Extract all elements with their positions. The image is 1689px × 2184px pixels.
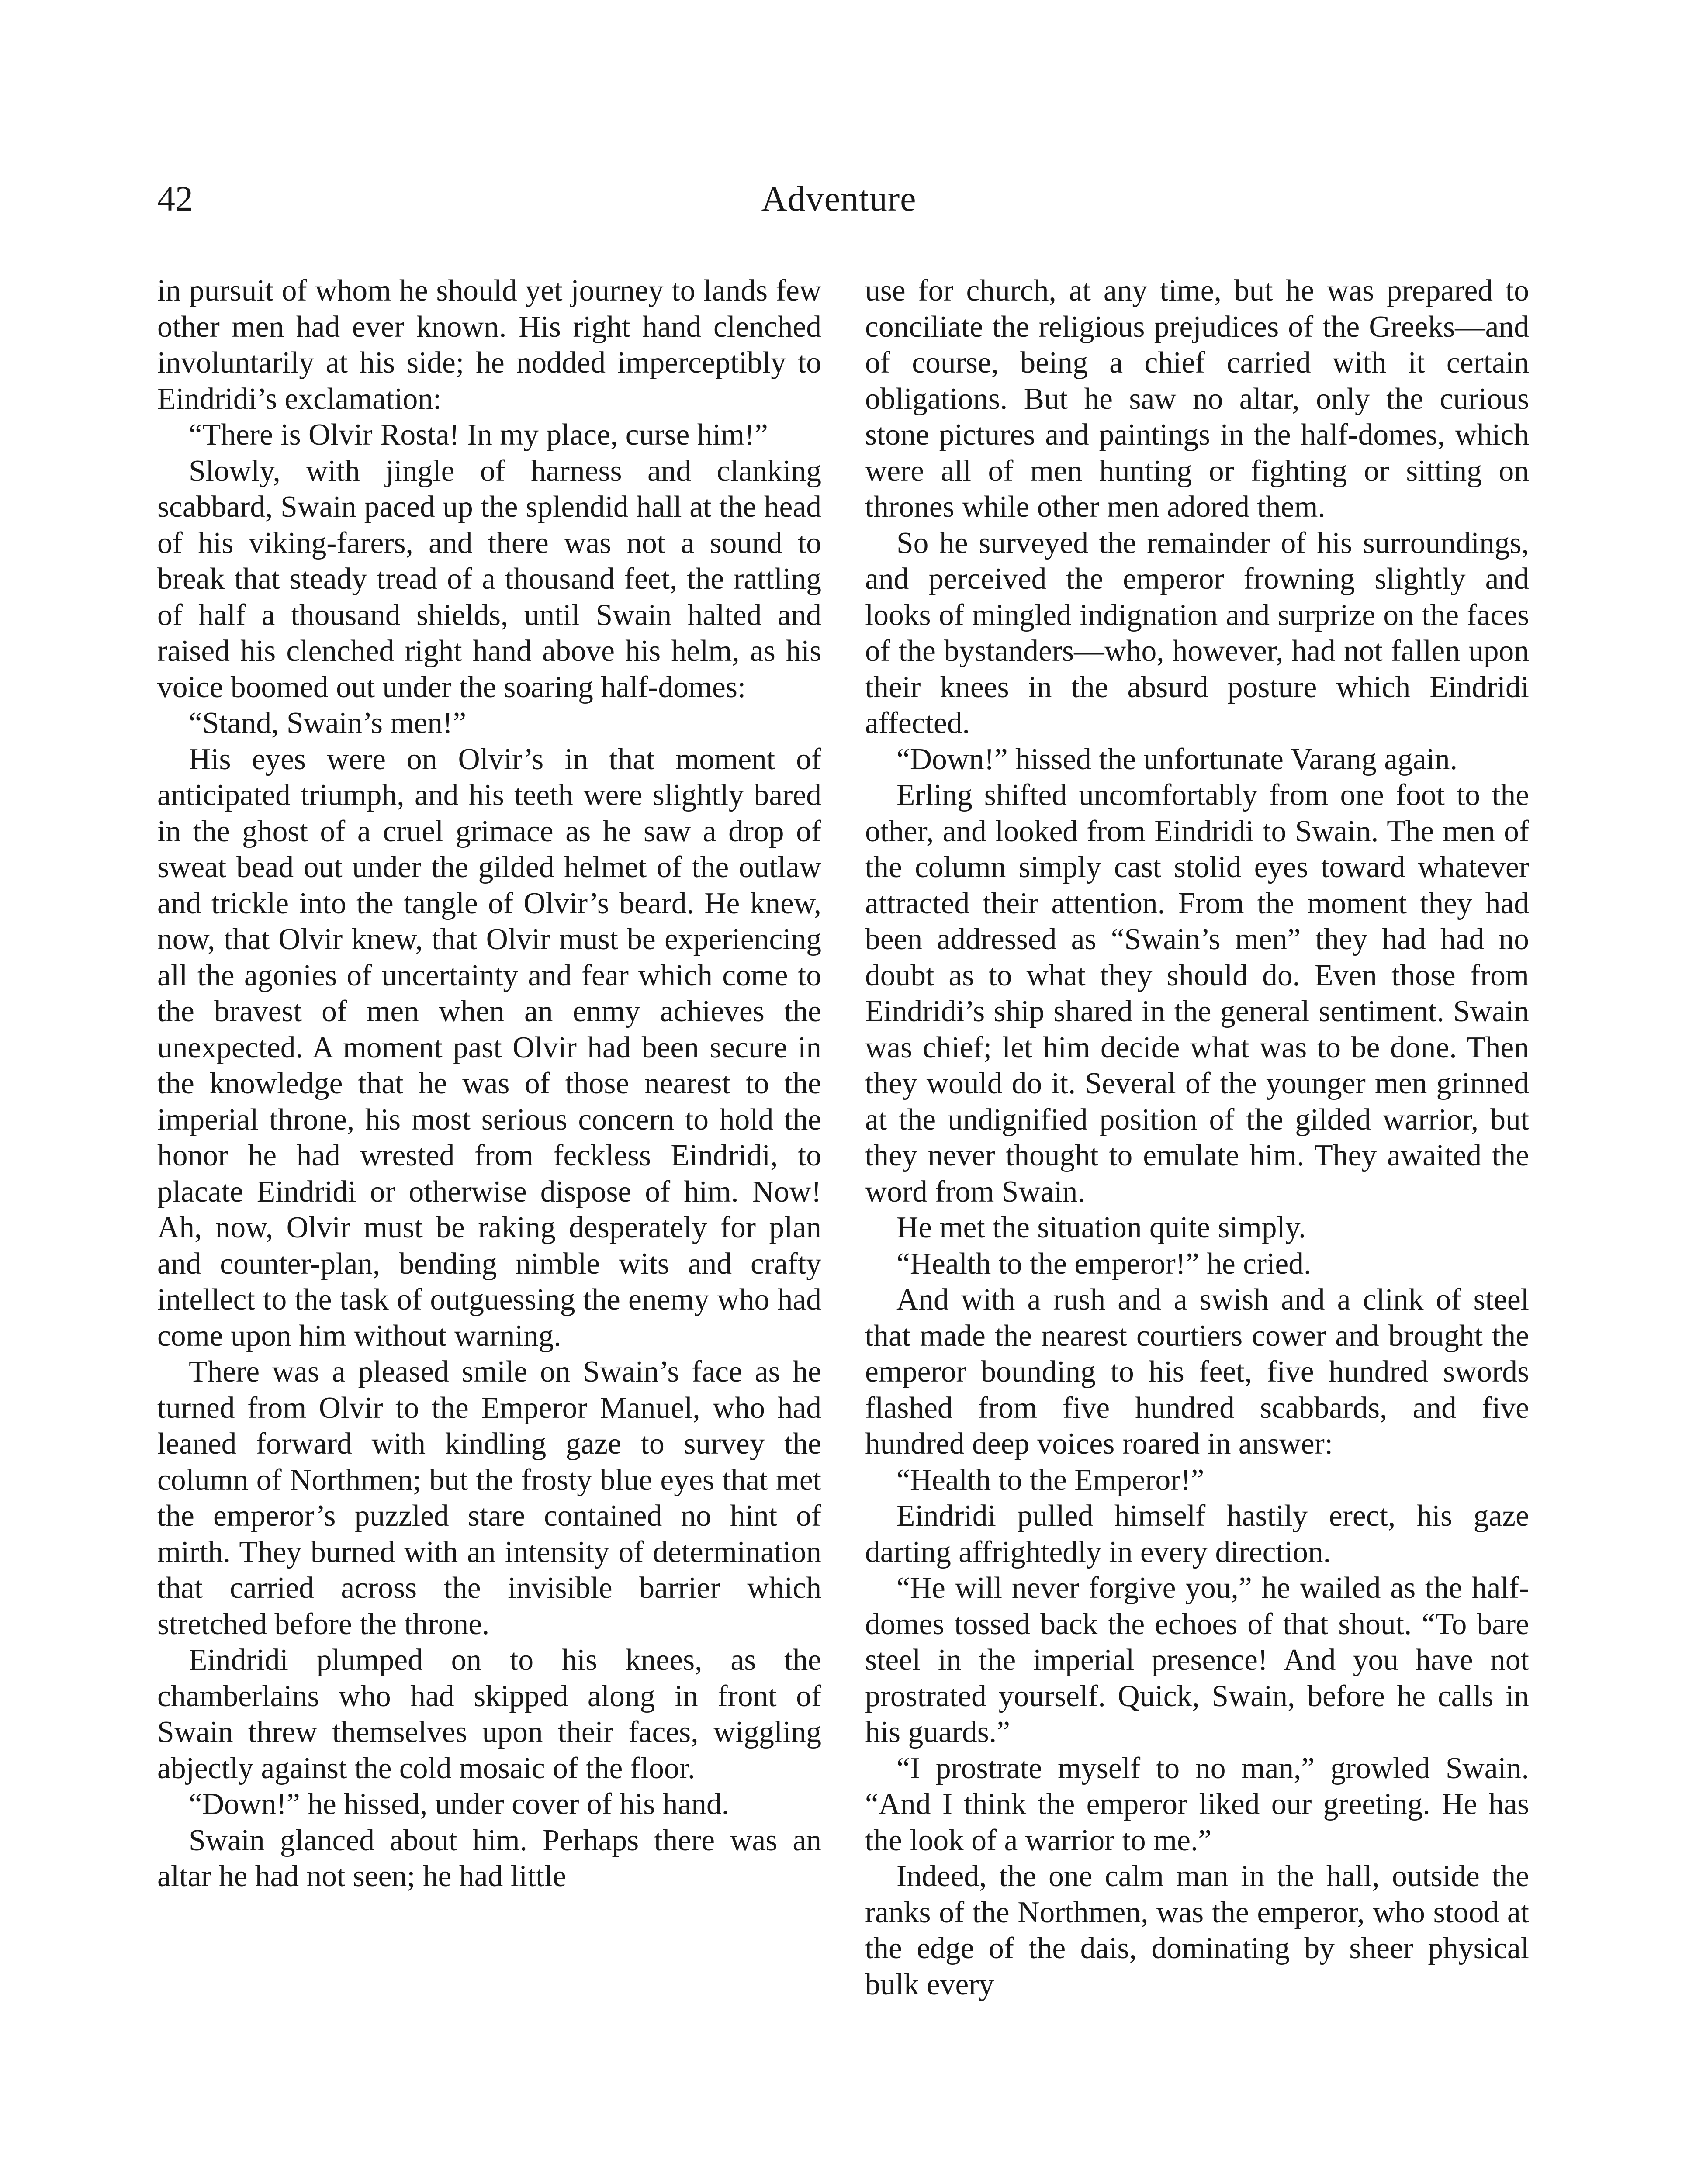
page-header bbox=[157, 177, 1520, 229]
paragraph: “Down!” hissed the unfortunate Varang again. bbox=[896, 742, 1458, 776]
right-text-column bbox=[865, 273, 1529, 2184]
paragraph: “Down!” he hissed, under cover of his hand. bbox=[189, 1787, 730, 1821]
paragraph: Eindridi plumped on to his knees, as the chamberlains who had skipped along in front of Swain threw themselves upon their faces, wiggling abjectly against the cold mosaic of the floor. bbox=[157, 1643, 821, 1785]
paragraph: “There is Olvir Rosta! In my place, curse him!” bbox=[189, 418, 768, 452]
paragraph: Swain glanced about him. Perhaps there was an altar he had not seen; he had little bbox=[157, 1823, 821, 1893]
paragraph: So he surveyed the remainder of his surroundings, and perceived the emperor frowning slightly and looks of mingled indignation and surprize on the faces of the bystanders—who, however, had not fallen upon their knees in the absurd posture which Eindridi affected. bbox=[865, 526, 1529, 740]
paragraph: Eindridi pulled himself hastily erect, his gaze darting affrightedly in every direction. bbox=[865, 1499, 1529, 1569]
paragraph: Erling shifted uncomfortably from one foot to the other, and looked from Eindridi to Swain. The men of the column simply cast stolid eyes toward whatever attracted their attention. From the moment they had been addressed as “Swain’s men” they had had no doubt as to what they should do. Even those from Eindridi’s ship shared in the general sentiment. Swain was chief; let him decide what was to be done. Then they would do it. Several of the younger men grinned at the undignified position of the gilded warrior, but they never thought to emulate him. They awaited the word from Swain. bbox=[865, 778, 1529, 1209]
paragraph: “Health to the emperor!” he cried. bbox=[896, 1247, 1312, 1281]
left-text-column bbox=[157, 273, 821, 2184]
paragraph: There was a pleased smile on Swain’s face as he turned from Olvir to the Emperor Manuel, who had leaned forward with kindling gaze to survey the column of Northmen; but the frosty blue eyes that met the emperor’s puzzled stare contained no hint of mirth. They burned with an intensity of determination that carried across the invisible barrier which stretched before the throne. bbox=[157, 1355, 821, 1641]
paragraph: He met the situation quite simply. bbox=[896, 1211, 1306, 1244]
paragraph: use for church, at any time, but he was prepared to conciliate the religious prejudices of the Greeks—and of course, being a chief carried with it certain obligations. But he saw no altar, only the curious stone pictures and paintings in the half-domes, which were all of men hunting or fighting or sitting on thrones while other men adored them. bbox=[865, 274, 1529, 524]
paragraph: Slowly, with jingle of harness and clanking scabbard, Swain paced up the splendid hall at the head of his viking-farers, and there was not a sound to break that steady tread of a thousand feet, the rattling of half a thousand shields, until Swain halted and raised his clenched right hand above his helm, as his voice boomed out under the soaring half-domes: bbox=[157, 454, 821, 704]
paragraph: “Health to the Emperor!” bbox=[896, 1463, 1204, 1497]
paragraph: His eyes were on Olvir’s in that moment of anticipated triumph, and his teeth were slightly bared in the ghost of a cruel grimace as he saw a drop of sweat bead out under the gilded helmet of the outlaw and trickle into the tangle of Olvir’s beard. He knew, now, that Olvir knew, that Olvir must be experiencing all the agonies of uncertainty and fear which come to the bravest of men when an enmy achieves the unexpected. A moment past Olvir had been secure in the knowledge that he was of those nearest to the imperial throne, his most serious concern to hold the honor he had wrested from feckless Eindridi, to placate Eindridi or otherwise dispose of him. Now! Ah, now, Olvir must be raking desperately for plan and counter-plan, bending nimble wits and crafty intellect to the task of outguessing the enemy who had come upon him without warning. bbox=[157, 742, 821, 1353]
paragraph: in pursuit of whom he should yet journey to lands few other men had ever known. His right hand clenched involuntarily at his side; he nodded imperceptibly to Eindridi’s exclamation: bbox=[157, 274, 821, 416]
paragraph: “I prostrate myself to no man,” growled Swain. “And I think the emperor liked our greeting. He has the look of a warrior to me.” bbox=[865, 1751, 1529, 1857]
paragraph: “He will never forgive you,” he wailed as the half-domes tossed back the echoes of that shout. “To bare steel in the imperial presence! And you have not prostrated yourself. Quick, Swain, before he calls in his guards.” bbox=[865, 1571, 1529, 1749]
running-title: Adventure bbox=[761, 179, 917, 218]
page-number: 42 bbox=[157, 179, 193, 218]
paragraph: And with a rush and a swish and a clink of steel that made the nearest courtiers cower and brought the emperor bounding to his feet, five hundred swords flashed from five hundred scabbards, and five hundred deep voices roared in answer: bbox=[865, 1283, 1529, 1461]
paragraph: Indeed, the one calm man in the hall, outside the ranks of the Northmen, was the emperor, who stood at the edge of the dais, dominating by sheer physical bulk every bbox=[865, 1859, 1529, 2001]
paragraph: “Stand, Swain’s men!” bbox=[189, 706, 467, 740]
